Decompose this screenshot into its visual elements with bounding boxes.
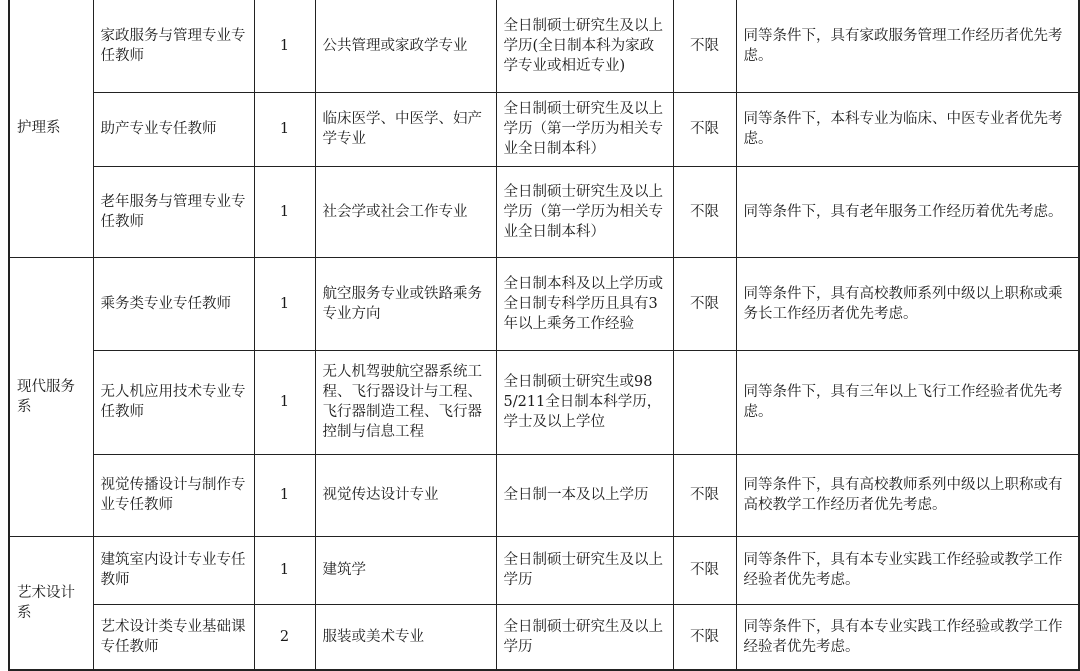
major-cell: 航空服务专业或铁路乘务专业方向 [315, 257, 496, 350]
department-cell: 护理系 [9, 0, 93, 257]
education-cell: 全日制本科及以上学历或全日制专科学历且具有3年以上乘务工作经验 [496, 257, 673, 350]
count-cell: 2 [254, 604, 315, 670]
education-cell: 全日制硕士研究生及以上学历 [496, 604, 673, 670]
recruitment-table [8, 0, 1080, 671]
table-row [9, 350, 1079, 454]
major-cell: 临床医学、中医学、妇产学专业 [315, 92, 496, 166]
position-cell: 建筑室内设计专业专任教师 [93, 536, 254, 604]
education-cell: 全日制硕士研究生及以上学历 [496, 536, 673, 604]
position-cell: 家政服务与管理专业专任教师 [93, 0, 254, 92]
department-cell: 现代服务系 [9, 257, 93, 536]
age-cell [673, 350, 736, 454]
count-cell: 1 [254, 350, 315, 454]
position-cell: 视觉传播设计与制作专业专任教师 [93, 454, 254, 536]
department-cell: 艺术设计系 [9, 536, 93, 670]
age-cell: 不限 [673, 454, 736, 536]
major-cell: 服装或美术专业 [315, 604, 496, 670]
position-cell: 助产专业专任教师 [93, 92, 254, 166]
notes-cell: 同等条件下，具有三年以上飞行工作经验者优先考虑。 [736, 350, 1079, 454]
notes-cell: 同等条件下，具有家政服务管理工作经历者优先考虑。 [736, 0, 1079, 92]
table-row [9, 166, 1079, 257]
age-cell: 不限 [673, 166, 736, 257]
major-cell: 无人机驾驶航空器系统工程、飞行器设计与工程、飞行器制造工程、飞行器控制与信息工程 [315, 350, 496, 454]
notes-cell: 同等条件下，本科专业为临床、中医专业者优先考虑。 [736, 92, 1079, 166]
position-cell: 无人机应用技术专业专任教师 [93, 350, 254, 454]
notes-cell: 同等条件下，具有高校教师系列中级以上职称或乘务长工作经历者优先考虑。 [736, 257, 1079, 350]
count-cell: 1 [254, 92, 315, 166]
education-cell: 全日制硕士研究生或985/211全日制本科学历，学士及以上学位 [496, 350, 673, 454]
table-row [9, 604, 1079, 670]
notes-cell: 同等条件下，具有高校教师系列中级以上职称或有高校教学工作经历者优先考虑。 [736, 454, 1079, 536]
table-row [9, 454, 1079, 536]
major-cell: 视觉传达设计专业 [315, 454, 496, 536]
count-cell: 1 [254, 257, 315, 350]
education-cell: 全日制硕士研究生及以上学历（第一学历为相关专业全日制本科） [496, 92, 673, 166]
position-cell: 老年服务与管理专业专任教师 [93, 166, 254, 257]
major-cell: 社会学或社会工作专业 [315, 166, 496, 257]
education-cell: 全日制硕士研究生及以上学历（第一学历为相关专业全日制本科） [496, 166, 673, 257]
age-cell: 不限 [673, 92, 736, 166]
notes-cell: 同等条件下，具有老年服务工作经历着优先考虑。 [736, 166, 1079, 257]
education-cell: 全日制一本及以上学历 [496, 454, 673, 536]
major-cell: 公共管理或家政学专业 [315, 0, 496, 92]
position-cell: 艺术设计类专业基础课专任教师 [93, 604, 254, 670]
age-cell: 不限 [673, 604, 736, 670]
notes-cell: 同等条件下，具有本专业实践工作经验或教学工作经验者优先考虑。 [736, 536, 1079, 604]
count-cell: 1 [254, 166, 315, 257]
major-cell: 建筑学 [315, 536, 496, 604]
age-cell: 不限 [673, 0, 736, 92]
table-row [9, 536, 1079, 604]
table-row [9, 0, 1079, 92]
table-row [9, 257, 1079, 350]
position-cell: 乘务类专业专任教师 [93, 257, 254, 350]
notes-cell: 同等条件下，具有本专业实践工作经验或教学工作经验者优先考虑。 [736, 604, 1079, 670]
age-cell: 不限 [673, 536, 736, 604]
table-row [9, 92, 1079, 166]
education-cell: 全日制硕士研究生及以上学历(全日制本科为家政学专业或相近专业) [496, 0, 673, 92]
count-cell: 1 [254, 0, 315, 92]
count-cell: 1 [254, 536, 315, 604]
age-cell: 不限 [673, 257, 736, 350]
count-cell: 1 [254, 454, 315, 536]
